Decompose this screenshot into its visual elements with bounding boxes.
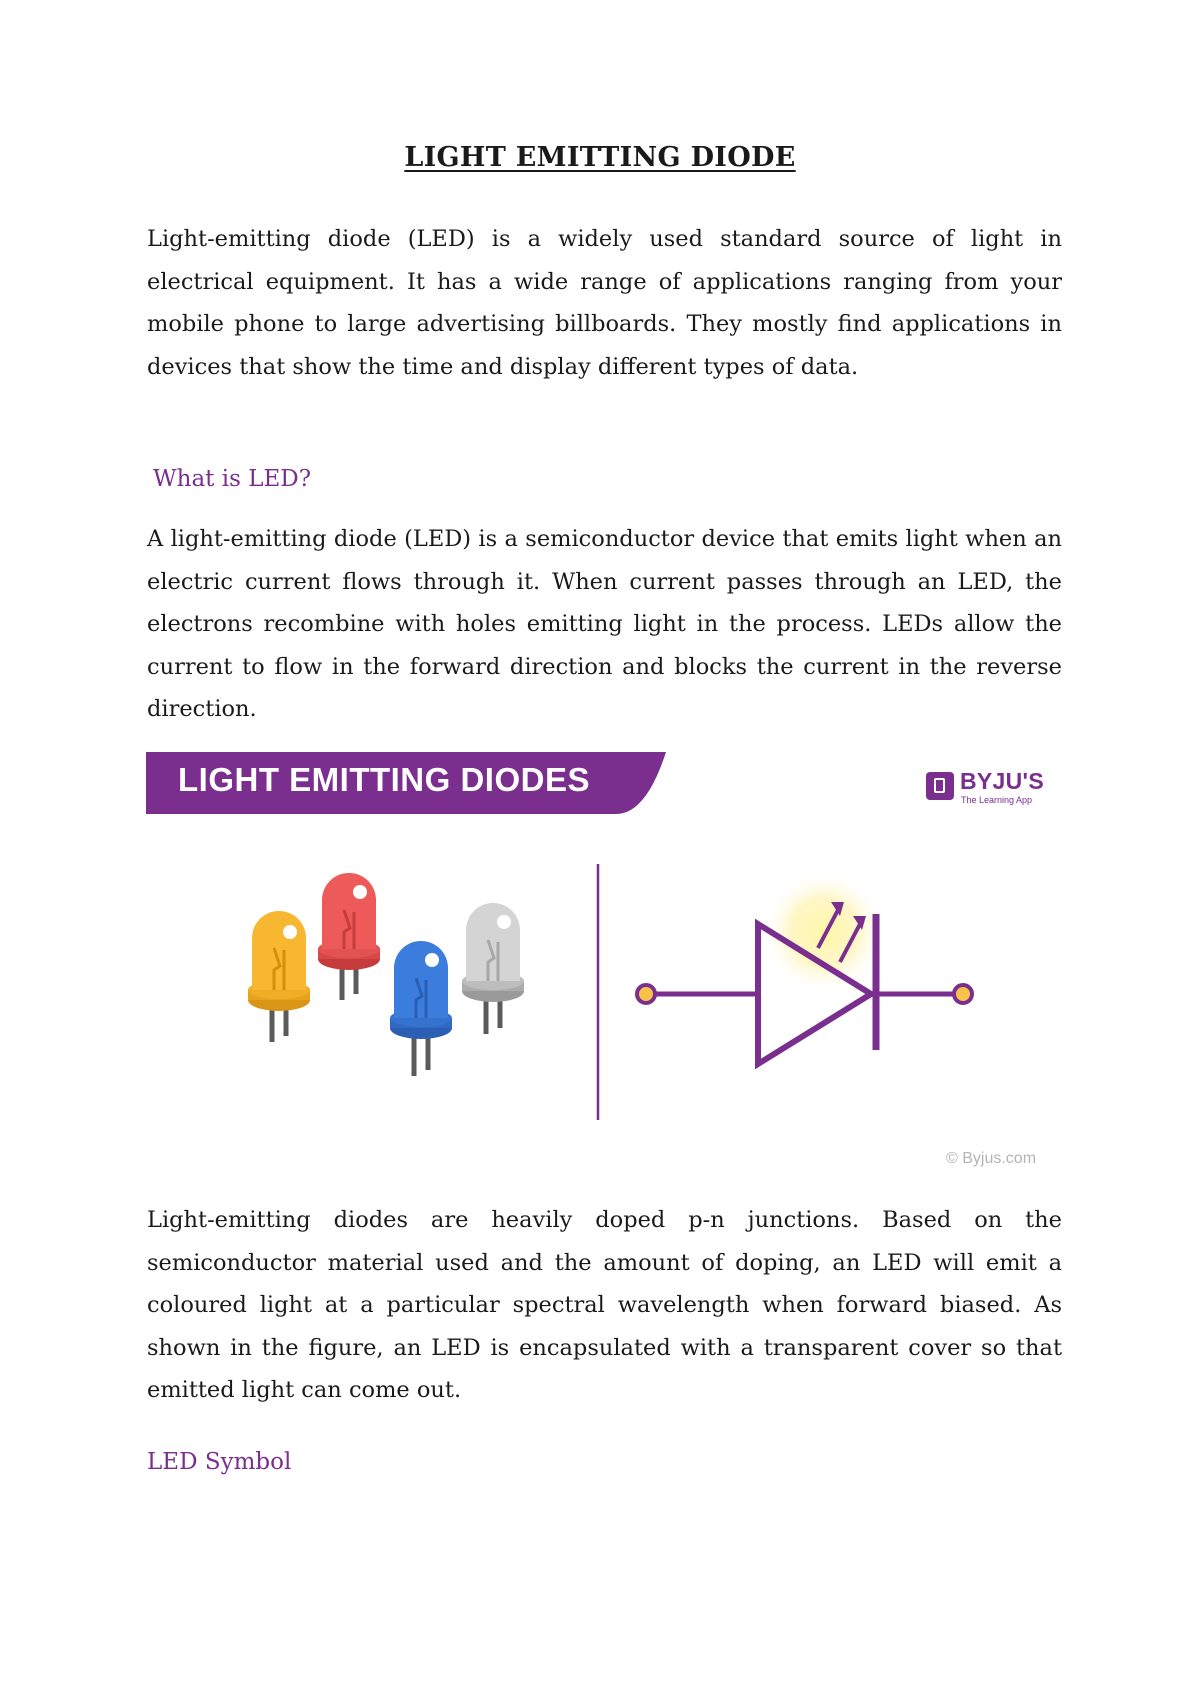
figure-banner xyxy=(146,752,666,814)
figure-credit: © Byjus.com xyxy=(946,1150,1037,1167)
byjus-logo xyxy=(926,770,1076,814)
page-title: LIGHT EMITTING DIODE xyxy=(404,142,796,173)
led-symbol-icon xyxy=(637,870,972,1064)
banner-title: LIGHT EMITTING DIODES xyxy=(178,761,590,798)
byjus-logo-icon xyxy=(926,772,954,800)
led-figure xyxy=(146,752,1066,1180)
led-red-icon xyxy=(318,873,380,1000)
pn-junction-paragraph: Light-emitting diodes are heavily doped p-n junctions. Based on the semiconductor material used and the amount of doping, an LED will emit a coloured light at a particular spectral wavelength when forward biased. As shown in the figure, an LED is encapsulated with a transparent cover so that emitted light can come out. xyxy=(147,1207,1062,1403)
section-heading-led-symbol: LED Symbol xyxy=(147,1449,292,1475)
led-yellow-icon xyxy=(248,911,310,1042)
led-illustration xyxy=(146,752,1066,1180)
led-white-icon xyxy=(462,903,524,1034)
section-heading-what-is-led: What is LED? xyxy=(153,466,312,492)
what-is-led-paragraph: A light-emitting diode (LED) is a semiconductor device that emits light when an electric current flows through it. When current passes through an LED, the electrons recombine with holes emitting light in the process. LEDs allow the current to flow in the forward direction and blocks the current in the reverse direction. xyxy=(147,526,1062,722)
logo-tagline: The Learning App xyxy=(961,795,1033,805)
logo-name: BYJU'S xyxy=(960,768,1044,794)
led-blue-icon xyxy=(390,941,452,1076)
intro-paragraph: Light-emitting diode (LED) is a widely used standard source of light in electrical equipment. It has a wide range of applications ranging from your mobile phone to large advertising billboards. They mostly find applications in devices that show the time and display different types of data. xyxy=(147,226,1062,380)
